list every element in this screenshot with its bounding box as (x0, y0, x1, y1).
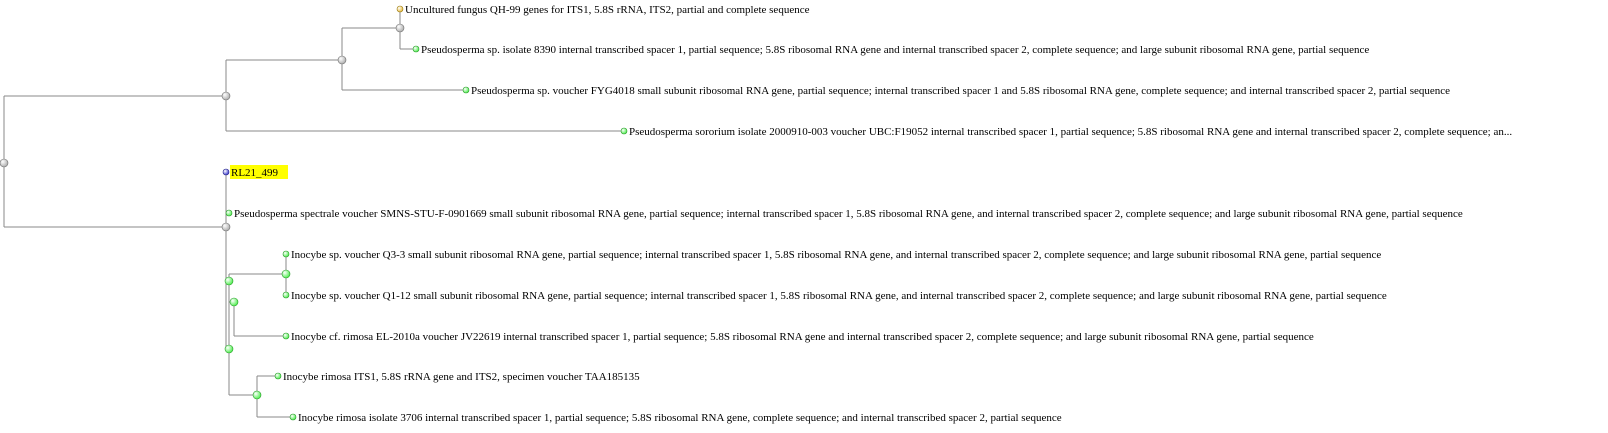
leaf-node-inocybe-q1-12[interactable] (283, 292, 289, 298)
node-root (0, 159, 8, 167)
node-inoQ (282, 270, 290, 278)
leaf-node-rl21-499[interactable] (223, 169, 229, 175)
leaf-node-inocybe-q3-3[interactable] (283, 251, 289, 257)
branch-pseudosperma-fyg4018 (342, 60, 466, 90)
node-lower (222, 223, 230, 231)
branch-inoB-inoQ (229, 274, 286, 281)
node-inoR (253, 391, 261, 399)
branch-root-lower (4, 163, 226, 227)
leaf-node-pseudosperma-fyg4018[interactable] (463, 87, 469, 93)
leaf-labels (230, 4, 1512, 424)
branch-pseudosperma-sororium (226, 96, 624, 131)
leaf-node-pseudosperma-sororium[interactable] (621, 128, 627, 134)
leaf-label-inocybe-q3-3[interactable]: Inocybe sp. voucher Q3-3 small subunit ribosomal RNA gene, partial sequence; internal transcribed spacer 1, 5.8S ribosomal RNA gene, and internal transcribed spacer 2, complete sequence; and large subunit ribosomal RNA gene, partial sequence (291, 249, 1382, 261)
branch-root-upper (4, 96, 226, 163)
node-inoB (225, 277, 233, 285)
leaf-label-pseudosperma-8390[interactable]: Pseudosperma sp. isolate 8390 internal transcribed spacer 1, partial sequence; 5.8S ribosomal RNA gene and internal transcribed spacer 2, complete sequence; and large subunit ribosomal RNA gene, partial sequence (421, 44, 1370, 56)
leaf-label-uncultured-fungus-qh-99[interactable]: Uncultured fungus QH-99 genes for ITS1, 5.8S rRNA, ITS2, partial and complete sequence (405, 4, 810, 16)
node-inoC (230, 298, 238, 306)
branch-mid-top (342, 28, 400, 60)
node-top (396, 24, 404, 32)
node-inoA (225, 345, 233, 353)
leaf-node-uncultured-fungus-qh-99[interactable] (397, 6, 403, 12)
branch-inocybe-cf-rimosa (234, 302, 286, 336)
leaf-node-inocybe-cf-rimosa[interactable] (283, 333, 289, 339)
leaf-label-inocybe-cf-rimosa[interactable]: Inocybe cf. rimosa EL-2010a voucher JV22619 internal transcribed spacer 1, partial sequence; 5.8S ribosomal RNA gene and internal transcribed spacer 2, complete sequence; and large subunit ribosomal RNA gene, partial sequence (291, 331, 1314, 343)
leaf-label-pseudosperma-spectrale[interactable]: Pseudosperma spectrale voucher SMNS-STU-F-0901669 small subunit ribosomal RNA gene, partial sequence; internal transcribed spacer 1, 5.8S ribosomal RNA gene, and internal transcribed spacer 2, complete sequence; and large subunit ribosomal RNA gene, partial sequence (234, 208, 1463, 220)
leaf-node-pseudosperma-8390[interactable] (413, 46, 419, 52)
leaf-node-pseudosperma-spectrale[interactable] (226, 210, 232, 216)
leaf-label-inocybe-q1-12[interactable]: Inocybe sp. voucher Q1-12 small subunit ribosomal RNA gene, partial sequence; internal transcribed spacer 1, 5.8S ribosomal RNA gene, and internal transcribed spacer 2, complete sequence; and large subunit ribosomal RNA gene, partial sequence (291, 290, 1387, 302)
leaf-label-rl21-499[interactable]: RL21_499 (231, 167, 279, 179)
leaf-label-inocybe-rimosa-taa185135[interactable]: Inocybe rimosa ITS1, 5.8S rRNA gene and ITS2, specimen voucher TAA185135 (283, 371, 640, 383)
branch-upper-mid (226, 60, 342, 96)
branch-inocybe-rimosa-3706 (257, 395, 293, 417)
node-upper (222, 92, 230, 100)
leaf-node-inocybe-rimosa-taa185135[interactable] (275, 373, 281, 379)
leaf-node-inocybe-rimosa-3706[interactable] (290, 414, 296, 420)
node-mid (338, 56, 346, 64)
leaf-label-pseudosperma-sororium[interactable]: Pseudosperma sororium isolate 2000910-003 voucher UBC:F19052 internal transcribed spacer 1, partial sequence; 5.8S ribosomal RNA gene and internal transcribed spacer 2, complete sequence; an... (629, 126, 1513, 138)
leaf-label-inocybe-rimosa-3706[interactable]: Inocybe rimosa isolate 3706 internal transcribed spacer 1, partial sequence; 5.8S ribosomal RNA gene, complete sequence; and internal transcribed spacer 2, partial sequence (298, 412, 1062, 424)
leaf-label-pseudosperma-fyg4018[interactable]: Pseudosperma sp. voucher FYG4018 small subunit ribosomal RNA gene, partial sequence; internal transcribed spacer 1 and 5.8S ribosomal RNA gene, complete sequence; and internal transcribed spacer 2, partial sequence (471, 85, 1451, 97)
branch-inoA-inoR (229, 349, 257, 395)
